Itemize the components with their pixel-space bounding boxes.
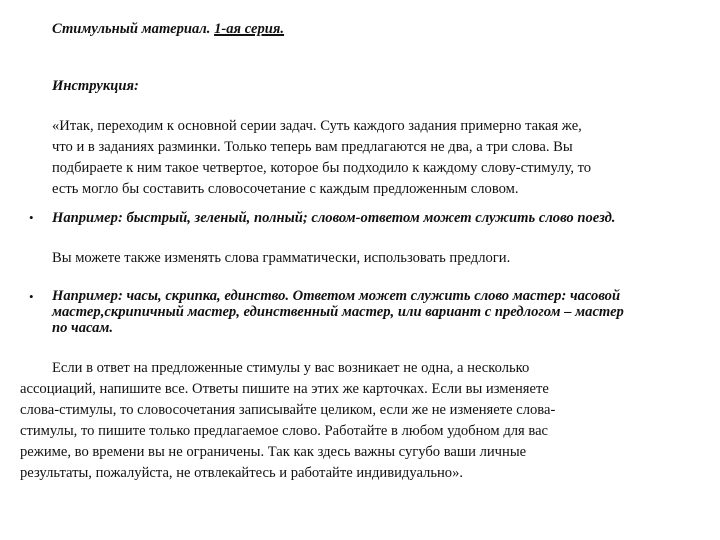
example-2-line: мастер,скрипичный мастер, единственный мастер, или вариант с предлогом – мастер: [52, 304, 624, 320]
example-1: Например: быстрый, зеленый, полный; словом-ответом может служить слово поезд.: [52, 210, 616, 226]
bullet-icon: •: [29, 289, 34, 304]
instruction-heading: Инструкция:: [52, 78, 139, 94]
closing-line: ассоциаций, напишите все. Ответы пишите на этих же карточках. Если вы изменяете: [20, 381, 549, 397]
intro-line: есть могло бы составить словосочетание с каждым предложенным словом.: [52, 181, 519, 197]
title-prefix: Стимульный материал.: [52, 21, 215, 37]
example-2-line: по часам.: [52, 320, 114, 336]
closing-line: слова-стимулы, то словосочетания записывайте целиком, если же не изменяете слова-: [20, 402, 556, 418]
intro-line: что и в заданиях разминки. Только теперь вам предлагаются не два, а три слова. Вы: [52, 139, 573, 155]
example-2-line: Например: часы, скрипка, единство. Ответом может служить слово мастер: часовой: [52, 288, 621, 304]
closing-line: режиме, во времени вы не ограничены. Так как здесь важны сугубо ваши личные: [20, 444, 527, 460]
intro-line: «Итак, переходим к основной серии задач. Суть каждого задания примерно такая же,: [52, 118, 582, 134]
bullet-icon: •: [29, 210, 34, 225]
closing-line: результаты, пожалуйста, не отвлекайтесь и работайте индивидуально».: [20, 465, 464, 481]
series-label: 1-ая серия.: [214, 21, 285, 37]
closing-line: Если в ответ на предложенные стимулы у вас возникает не одна, а несколько: [52, 360, 530, 376]
intro-line: подбираете к ним такое четвертое, которое бы подходило к каждому слову-стимулу, то: [52, 160, 592, 176]
grammar-note: Вы можете также изменять слова грамматически, использовать предлоги.: [52, 250, 511, 266]
closing-line: стимулы, то пишите только предлагаемое слово. Работайте в любом удобном для вас: [20, 423, 549, 439]
page-title: [52, 20, 284, 38]
